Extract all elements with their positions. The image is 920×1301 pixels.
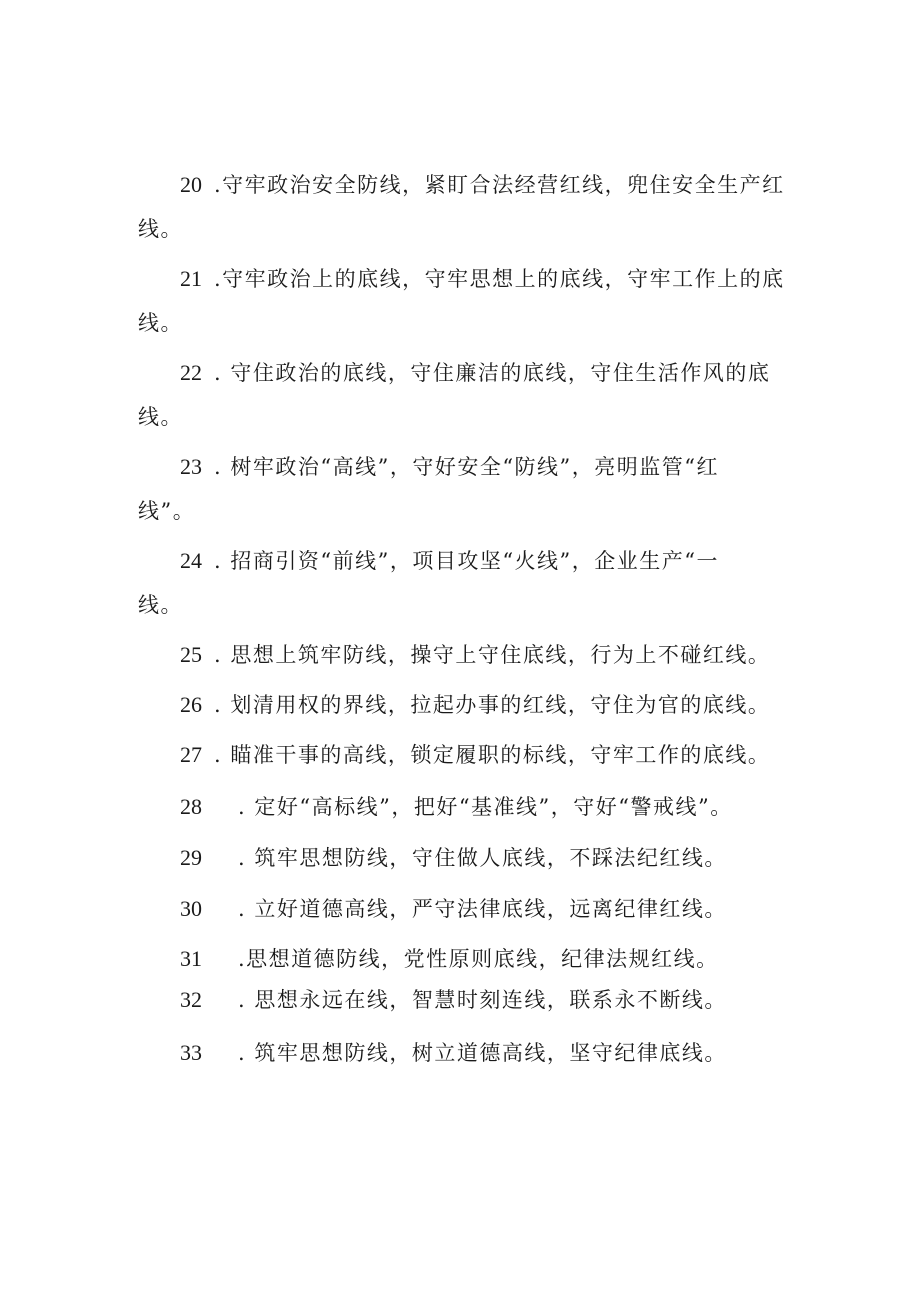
item-text: . 思想上筑牢防线，操守上守住底线，行为上不碰红线。 (214, 643, 771, 667)
item-number: 20 (180, 172, 202, 197)
item-number: 22 (180, 360, 202, 385)
list-item-20 (138, 163, 798, 251)
list-item-32 (138, 978, 798, 1022)
item-text-continuation: 线。 (138, 217, 183, 241)
item-text-continuation: 线。 (138, 593, 183, 617)
item-text: . 守住政治的底线，守住廉洁的底线，守住生活作风的底 (214, 361, 771, 385)
list-item-21 (138, 257, 798, 345)
list-item-29 (138, 836, 798, 880)
item-number: 28 (180, 794, 202, 819)
item-text: . 定好“高标线”，把好“基准线”，守好“警戒线”。 (238, 795, 733, 819)
list-item-33 (138, 1031, 798, 1075)
item-number: 25 (180, 642, 202, 667)
item-number: 21 (180, 266, 202, 291)
item-number: 26 (180, 692, 202, 717)
item-text: . 划清用权的界线，拉起办事的红线，守住为官的底线。 (214, 693, 771, 717)
item-text: .守牢政治安全防线，紧盯合法经营红线，兜住安全生产红 (214, 173, 785, 197)
item-text: .守牢政治上的底线，守牢思想上的底线，守牢工作上的底 (214, 267, 785, 291)
item-text: . 招商引资“前线”，项目攻坚“火线”，企业生产“一 (214, 549, 720, 573)
item-text: . 立好道德高线，严守法律底线，远离纪律红线。 (238, 897, 727, 921)
item-number: 24 (180, 548, 202, 573)
item-text: . 筑牢思想防线，守住做人底线，不踩法纪红线。 (238, 846, 727, 870)
item-text-continuation: 线。 (138, 311, 183, 335)
item-number: 31 (180, 946, 202, 971)
item-text-continuation: 线”。 (138, 499, 196, 523)
item-text: . 筑牢思想防线，树立道德高线，坚守纪律底线。 (238, 1041, 727, 1065)
list-item-22 (138, 351, 798, 439)
list-item-25 (138, 633, 798, 677)
item-text: . 思想永远在线，智慧时刻连线，联系永不断线。 (238, 988, 727, 1012)
item-text: .思想道德防线，党性原则底线，纪律法规红线。 (238, 947, 719, 971)
item-text: . 树牢政治“高线”，守好安全“防线”，亮明监管“红 (214, 455, 720, 479)
list-item-24 (138, 539, 798, 627)
item-number: 29 (180, 845, 202, 870)
item-number: 33 (180, 1040, 202, 1065)
list-item-31 (138, 937, 798, 981)
item-number: 23 (180, 454, 202, 479)
item-number: 30 (180, 896, 202, 921)
item-text-continuation: 线。 (138, 405, 183, 429)
list-item-26 (138, 683, 798, 727)
list-item-27 (138, 733, 798, 777)
item-number: 32 (180, 987, 202, 1012)
item-number: 27 (180, 742, 202, 767)
list-item-28 (138, 785, 798, 829)
list-item-30 (138, 887, 798, 931)
item-text: . 瞄准干事的高线，锁定履职的标线，守牢工作的底线。 (214, 743, 771, 767)
list-item-23 (138, 445, 798, 533)
